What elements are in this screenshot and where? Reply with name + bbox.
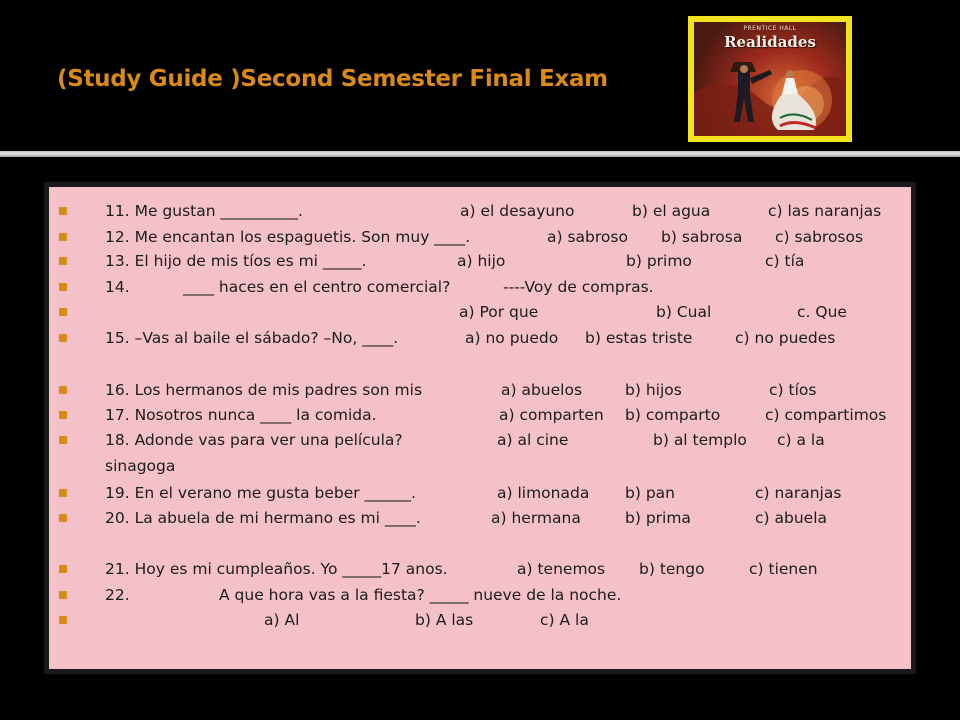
- question-stem: 19. En el verano me gusta beber ______.: [105, 484, 416, 502]
- question-stem: 14.: [105, 278, 130, 296]
- question-18: [49, 431, 909, 455]
- bullet-icon: [59, 308, 67, 316]
- option-c: c) naranjas: [755, 484, 842, 502]
- option-a: a) Al: [264, 611, 300, 629]
- option-a: a) hermana: [491, 509, 581, 527]
- question-12: [49, 228, 909, 252]
- title-bar: [0, 0, 960, 150]
- question-20: [49, 509, 909, 533]
- option-c: c) sabrosos: [775, 228, 864, 246]
- question-stem: 22.: [105, 586, 130, 604]
- option-c: c) compartimos: [765, 406, 887, 424]
- question-18-continuation: sinagoga: [105, 457, 176, 475]
- question-13: [49, 252, 909, 276]
- question-17: [49, 406, 909, 430]
- question-stem: 12. Me encantan los espaguetis. Son muy ____.: [105, 228, 471, 246]
- option-c: c) tía: [765, 252, 805, 270]
- option-b: b) hijos: [625, 381, 682, 399]
- question-stem: 17. Nosotros nunca ____ la comida.: [105, 406, 377, 424]
- question-15: [49, 329, 909, 353]
- option-a: a) limonada: [497, 484, 590, 502]
- option-a: a) no puedo: [465, 329, 559, 347]
- bullet-icon: [59, 436, 67, 444]
- bullet-icon: [59, 591, 67, 599]
- option-c: c) no puedes: [735, 329, 836, 347]
- option-c: c) tienen: [749, 560, 818, 578]
- question-stem: 13. El hijo de mis tíos es mi _____.: [105, 252, 367, 270]
- option-a: a) comparten: [499, 406, 604, 424]
- option-b: b) A las: [415, 611, 474, 629]
- option-a: a) el desayuno: [460, 202, 575, 220]
- option-b: b) tengo: [639, 560, 705, 578]
- question-stem: 11. Me gustan __________.: [105, 202, 303, 220]
- option-c: c. Que: [797, 303, 847, 321]
- questions-panel: [44, 182, 916, 674]
- option-a: a) hijo: [457, 252, 506, 270]
- option-b: b) al templo: [653, 431, 747, 449]
- option-b: b) sabrosa: [661, 228, 743, 246]
- question-11: [49, 202, 909, 226]
- option-b: b) pan: [625, 484, 675, 502]
- question-stem: 16. Los hermanos de mis padres son mis: [105, 381, 423, 399]
- option-c: c) las naranjas: [768, 202, 882, 220]
- bullet-icon: [59, 616, 67, 624]
- option-b: b) primo: [626, 252, 692, 270]
- option-a: a) tenemos: [517, 560, 606, 578]
- bullet-icon: [59, 565, 67, 573]
- question-21: [49, 560, 909, 584]
- bullet-icon: [59, 257, 67, 265]
- bullet-icon: [59, 283, 67, 291]
- book-cover-art: [694, 22, 846, 136]
- question-stem-text: A que hora vas a la fiesta? _____ nueve de la noche.: [219, 586, 622, 604]
- option-c: c) tíos: [769, 381, 817, 399]
- option-a: a) abuelos: [501, 381, 583, 399]
- question-22-options: [49, 611, 909, 635]
- bullet-icon: [59, 334, 67, 342]
- option-b: b) prima: [625, 509, 691, 527]
- question-stem-text: ____ haces en el centro comercial?: [183, 278, 451, 296]
- bullet-icon: [59, 207, 67, 215]
- question-stem: 20. La abuela de mi hermano es mi ____.: [105, 509, 421, 527]
- bullet-icon: [59, 489, 67, 497]
- option-b: b) estas triste: [585, 329, 693, 347]
- option-c: c) A la: [540, 611, 589, 629]
- question-stem: 21. Hoy es mi cumpleaños. Yo _____17 anos.: [105, 560, 448, 578]
- option-c: c) a la: [777, 431, 825, 449]
- question-14: [49, 278, 909, 302]
- question-14-options: [49, 303, 909, 327]
- question-stem: 15. –Vas al baile el sábado? –No, ____.: [105, 329, 399, 347]
- question-stem: 18. Adonde vas para ver una película?: [105, 431, 403, 449]
- slide-title: (Study Guide )Second Semester Final Exam: [57, 66, 608, 92]
- option-c: c) abuela: [755, 509, 827, 527]
- question-22: [49, 586, 909, 610]
- bullet-icon: [59, 514, 67, 522]
- book-publisher: PRENTICE HALL: [743, 25, 797, 32]
- option-b: b) el agua: [632, 202, 711, 220]
- book-title: Realidades: [724, 33, 816, 51]
- question-16: [49, 381, 909, 405]
- bullet-icon: [59, 411, 67, 419]
- bullet-icon: [59, 233, 67, 241]
- option-b: b) Cual: [656, 303, 712, 321]
- bullet-icon: [59, 386, 67, 394]
- option-a: a) Por que: [459, 303, 539, 321]
- option-a: a) al cine: [497, 431, 569, 449]
- option-b: b) comparto: [625, 406, 721, 424]
- question-19: [49, 484, 909, 508]
- option-a: a) sabroso: [547, 228, 628, 246]
- question-response: ----Voy de compras.: [503, 278, 654, 296]
- textbook-cover-image: [688, 16, 852, 142]
